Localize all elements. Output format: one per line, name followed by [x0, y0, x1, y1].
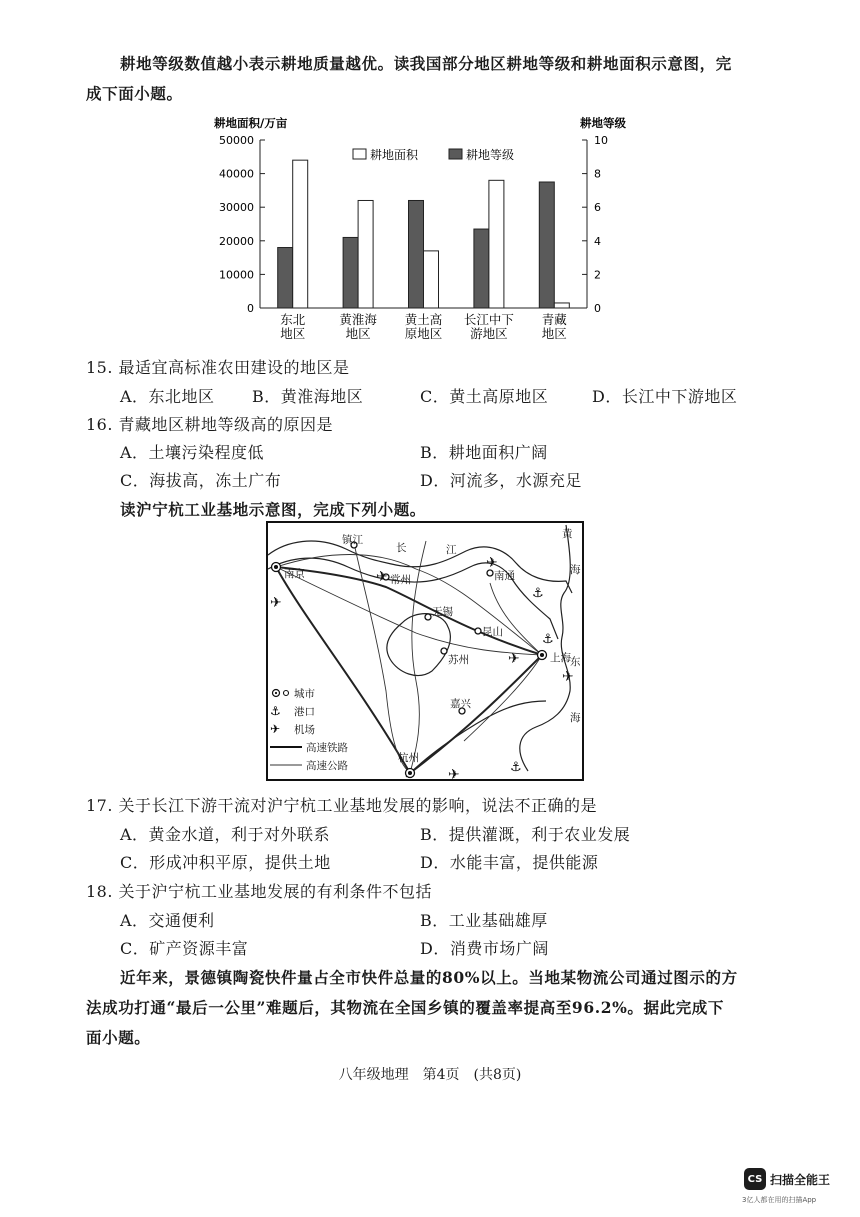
q17-option-b[interactable]: B．提供灌溉，利于农业发展 — [420, 825, 631, 844]
category-label: 地区 — [345, 326, 371, 341]
category-label: 青藏 — [541, 312, 567, 327]
right-tick-label: 2 — [594, 268, 601, 282]
label-huang: 黄 — [562, 528, 573, 540]
right-tick-label: 6 — [594, 201, 601, 215]
bar-grade — [343, 237, 358, 308]
bar-area — [554, 303, 569, 308]
question-17-stem: 17. 关于长江下游干流对沪宁杭工业基地发展的影响，说法不正确的是 — [86, 796, 598, 815]
port-icon: ⚓ — [532, 586, 544, 601]
watermark-brand: 扫描全能王 — [770, 1172, 831, 1187]
q17-option-d[interactable]: D．水能丰富，提供能源 — [420, 853, 599, 872]
category-label: 黄淮海 — [339, 312, 377, 327]
airport-icon: ✈ — [270, 722, 281, 736]
port-icon: ⚓ — [542, 632, 554, 647]
legend-swatch-grade — [449, 149, 462, 159]
q16-option-a[interactable]: A．土壤污染程度低 — [120, 443, 265, 462]
label-zhenjiang: 镇江 — [342, 534, 363, 546]
scanner-watermark — [744, 1168, 830, 1190]
category-label: 地区 — [541, 326, 567, 341]
airport-icon: ✈ — [448, 767, 460, 783]
right-tick-label: 8 — [594, 167, 601, 181]
legend-expressway: 高速公路 — [306, 760, 348, 772]
left-tick-label: 10000 — [219, 268, 254, 282]
bar-area — [358, 200, 373, 308]
map-intro: 读沪宁杭工业基地示意图，完成下列小题。 — [120, 500, 426, 519]
question-15-stem: 15. 最适宜高标准农田建设的地区是 — [86, 358, 350, 377]
bar-grade — [278, 248, 293, 308]
left-tick-label: 50000 — [219, 134, 254, 147]
q15-option-c[interactable]: C．黄土高原地区 — [420, 387, 549, 406]
q15-option-b[interactable]: B．黄淮海地区 — [252, 387, 364, 406]
q16-option-b[interactable]: B．耕地面积广阔 — [420, 443, 548, 462]
legend-city: 城市 — [294, 688, 315, 700]
category-label: 黄土高 — [404, 312, 443, 327]
right-axis-title: 耕地等级 — [580, 116, 626, 130]
left-tick-label: 0 — [247, 302, 254, 315]
q17-option-c[interactable]: C．形成冲积平原，提供土地 — [120, 853, 331, 872]
label-jiaxing: 嘉兴 — [450, 698, 471, 710]
airport-icon: ✈ — [562, 669, 574, 685]
cs-logo-icon: CS — [744, 1168, 766, 1190]
page-footer: 八年级地理 第4页 (共8页) — [338, 1067, 522, 1083]
para-line-3: 面小题。 — [86, 1028, 151, 1047]
airport-icon: ✈ — [486, 555, 498, 571]
airport-icon: ✈ — [376, 569, 388, 585]
bar-area — [489, 180, 504, 308]
category-label: 东北 — [280, 312, 306, 327]
right-tick-label: 4 — [594, 234, 601, 248]
q18-option-c[interactable]: C．矿产资源丰富 — [120, 939, 249, 958]
question-18-stem: 18. 关于沪宁杭工业基地发展的有利条件不包括 — [86, 882, 433, 901]
bar-grade — [409, 200, 424, 308]
bar-grade — [539, 182, 554, 308]
category-label: 游地区 — [470, 326, 508, 341]
label-shanghai: 上海 — [550, 652, 571, 664]
farmland-chart — [200, 108, 660, 348]
right-tick-label: 0 — [594, 302, 601, 315]
legend-railway: 高速铁路 — [306, 742, 348, 754]
label-hai-1: 海 — [570, 564, 581, 576]
label-kunshan: 昆山 — [482, 626, 503, 638]
q15-option-a[interactable]: A．东北地区 — [120, 387, 215, 406]
left-tick-label: 40000 — [219, 167, 254, 181]
bar-area — [293, 160, 308, 308]
legend-port: 港口 — [294, 706, 315, 718]
q18-option-b[interactable]: B．工业基础雄厚 — [420, 911, 548, 930]
para-line-1: 近年来，景德镇陶瓷快件量占全市快件总量的80%以上。当地某物流公司通过图示的方 — [120, 968, 738, 987]
q18-option-a[interactable]: A．交通便利 — [120, 911, 215, 930]
port-icon: ⚓ — [510, 760, 522, 775]
label-suzhou: 苏州 — [448, 654, 469, 666]
q18-option-d[interactable]: D．消费市场广阔 — [420, 939, 549, 958]
category-label: 地区 — [280, 326, 306, 341]
port-icon: ⚓ — [270, 704, 281, 718]
label-chang: 长 — [396, 542, 407, 554]
airport-icon: ✈ — [270, 595, 282, 611]
legend-swatch-area — [353, 149, 366, 159]
label-nanjing: 南京 — [284, 568, 305, 580]
label-hai-2: 海 — [570, 712, 581, 724]
bar-grade — [474, 229, 489, 308]
airport-icon: ✈ — [508, 651, 520, 667]
q16-option-c[interactable]: C．海拔高，冻土广布 — [120, 471, 282, 490]
category-label: 长江中下 — [463, 312, 514, 327]
right-tick-label: 10 — [594, 134, 608, 147]
q17-option-a[interactable]: A．黄金水道，利于对外联系 — [120, 825, 331, 844]
category-label: 原地区 — [404, 326, 443, 341]
left-tick-label: 30000 — [219, 201, 254, 215]
label-nantong: 南通 — [494, 570, 515, 582]
q15-option-d[interactable]: D．长江中下游地区 — [592, 387, 738, 406]
question-16-stem: 16. 青藏地区耕地等级高的原因是 — [86, 415, 334, 434]
label-wuxi: 无锡 — [432, 606, 453, 618]
watermark-tagline: 3亿人都在用的扫描App — [742, 1196, 817, 1204]
label-hangzhou: 杭州 — [398, 752, 419, 764]
q16-option-d[interactable]: D．河流多，水源充足 — [420, 471, 582, 490]
para-line-2: 法成功打通“最后一公里”难题后，其物流在全国乡镇的覆盖率提高至96.2%。据此完成下 — [86, 998, 725, 1017]
bar-area — [424, 251, 439, 308]
left-axis-title: 耕地面积/万亩 — [214, 116, 288, 130]
legend-label-area: 耕地面积 — [370, 148, 419, 162]
hu-ning-hang-map — [266, 521, 586, 783]
legend-airport: 机场 — [294, 724, 315, 736]
label-dong: 东 — [570, 656, 581, 668]
intro-line-2: 成下面小题。 — [86, 84, 183, 103]
legend-label-grade: 耕地等级 — [466, 148, 515, 162]
label-jiang: 江 — [446, 544, 457, 556]
label-changzhou: 常州 — [390, 574, 411, 586]
intro-line-1: 耕地等级数值越小表示耕地质量越优。读我国部分地区耕地等级和耕地面积示意图，完 — [120, 54, 732, 73]
left-tick-label: 20000 — [219, 234, 254, 248]
